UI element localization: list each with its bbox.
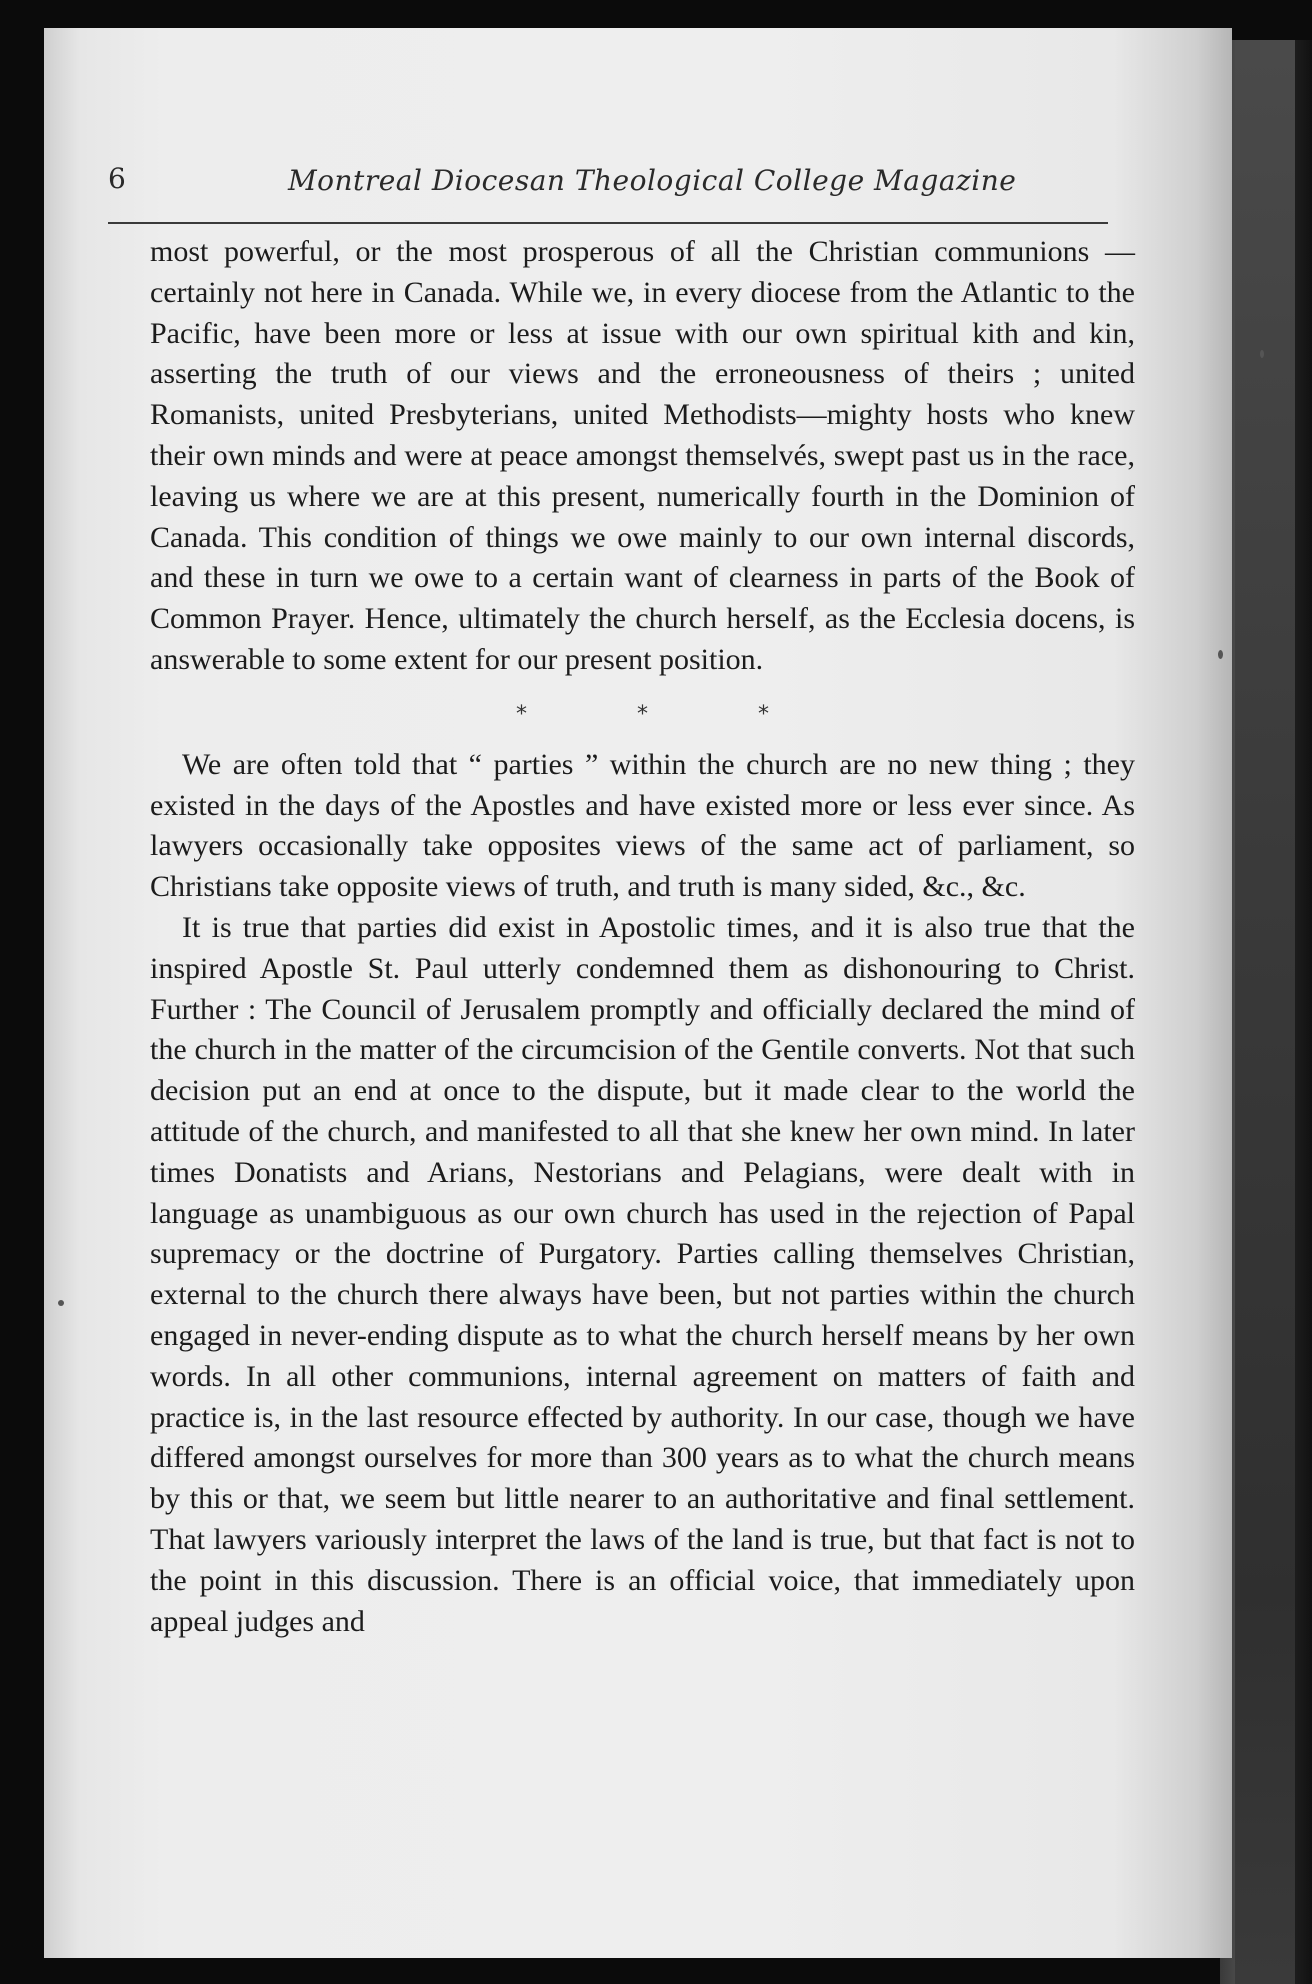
scan-speck	[1260, 350, 1264, 358]
page-number: 6	[108, 162, 126, 195]
separator-asterisk: *	[516, 702, 527, 728]
page-header	[108, 150, 1118, 210]
body-text	[150, 232, 1135, 1642]
paragraph-continuation: most powerful, or the most prosperous of all the Christian communions —certainly not here in Canada. While we, in every diocese from the Atlantic to the Pacific, have been more or less at issue with our own spiritual kith and kin, asserting the truth of our views and the erroneousness of theirs ; united Romanists, united Presbyterians, united Methodists—mighty hosts who knew their own minds and were at peace amongst themselvés, swept past us in the race, leaving us where we are at this present, numerically fourth in the Dominion of Canada. This condition of things we owe mainly to our own internal discords, and these in turn we owe to a certain want of clearness in parts of the Book of Common Prayer. Hence, ultimately the church herself, as the Ecclesia docens, is answerable to some extent for our present position.	[150, 235, 1135, 676]
section-separator	[150, 687, 1135, 745]
running-title: Montreal Diocesan Theological College Magazine	[288, 164, 1017, 197]
scan-speck	[1218, 650, 1223, 659]
separator-asterisk: *	[758, 702, 769, 728]
paragraph-parties: We are often told that “ parties ” within the church are no new thing ; they existed in the days of the Apostles and have existed more or less ever since. As lawyers occasionally take opposites views of the same act of parliament, so Christians take opposite views of truth, and truth is many sided, &c., &c.	[150, 747, 1135, 904]
scan-speck	[58, 1300, 64, 1306]
paragraph-apostolic: It is true that parties did exist in Apostolic times, and it is also true that the inspired Apostle St. Paul utterly condemned them as dishonouring to Christ. Further : The Council of Jerusalem promptly and officially declared the mind of the church in the matter of the circumcision of the Gentile converts. Not that such decision put an end at once to the dispute, but it made clear to the world the attitude of the church, and manifested to all that she knew her own mind. In later times Donatists and Arians, Nestorians and Pelagians, were dealt with in language as unambiguous as our own church has used in the rejection of Papal supremacy or the doctrine of Purgatory. Parties calling themselves Christian, external to the church there always have been, but not parties within the church engaged in never-ending dispute as to what the church herself means by her own words. In all other communions, internal agreement on matters of faith and practice is, in the last resource effected by authority. In our case, though we have differed amongst ourselves for more than 300 years as to what the church means by this or that, we seem but little nearer to an authoritative and final settlement. That lawyers variously interpret the laws of the land is true, but that fact is not to the point in this discussion. There is an official voice, that immediately upon appeal judges and	[150, 910, 1135, 1638]
separator-asterisk: *	[637, 702, 648, 728]
book-spine-strip	[1235, 40, 1295, 1984]
header-rule	[108, 222, 1108, 224]
